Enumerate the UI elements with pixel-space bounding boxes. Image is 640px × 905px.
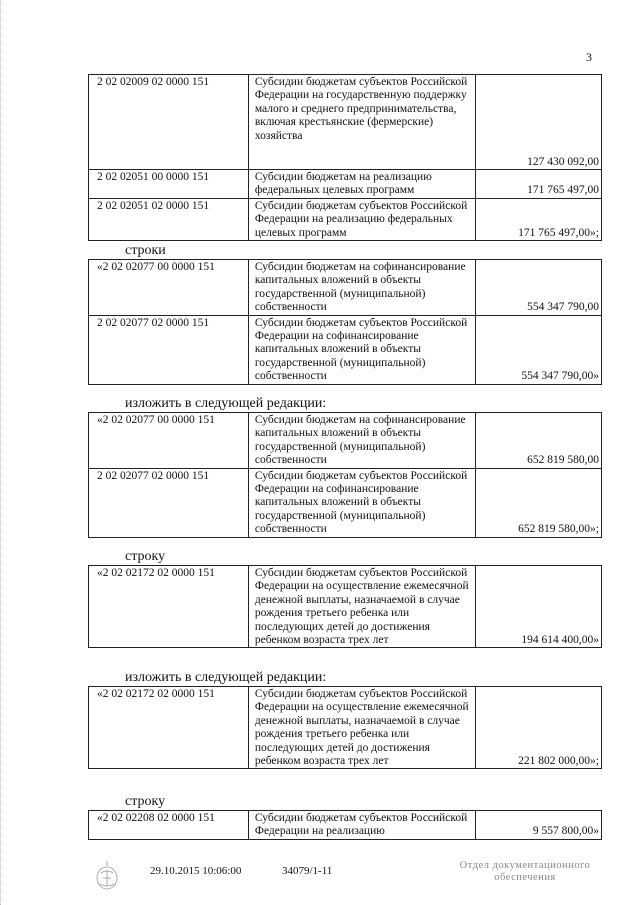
label-stroku-2: строку [125,794,166,809]
budget-amount: 9 557 800,00» [475,811,602,840]
budget-name: Субсидии бюджетам субъектов Российской Федерации на софинансирование капитальных вложений в объекты государственной (муниципальной) собственности [248,315,475,384]
budget-name: Субсидии бюджетам субъектов Российской Федерации на реализацию [248,811,475,840]
table-row [89,468,602,537]
budget-name: Субсидии бюджетам субъектов Российской Федерации на реализацию федеральных целевых программ [248,198,475,240]
budget-code: «2 02 02172 02 0000 151 [89,687,249,769]
budget-amount: 171 765 497,00»; [475,198,602,240]
budget-amount: 221 802 000,00»; [475,687,602,769]
label-izlozhit-1: изложить в следующей редакции: [125,396,327,411]
budget-code: «2 02 02077 00 0000 151 [89,260,249,316]
page-number: 3 [586,50,592,64]
budget-name: Субсидии бюджетам субъектов Российской Федерации на осуществление ежемесячной денежной выплаты, назначаемой в случае рождения третьего ребенка или последующих детей до достижения ребенком возраста трех лет [248,687,475,769]
table-row [89,566,602,648]
footer-dept-line1: Отдел документационного [459,860,591,871]
label-izlozhit-2: изложить в следующей редакции: [125,670,327,685]
table-row [89,315,602,384]
budget-code: 2 02 02051 00 0000 151 [89,170,249,199]
footer-datetime: 29.10.2015 10:06:00 [150,865,242,877]
footer-doc-id: 34079/1-11 [282,865,333,877]
emblem-icon [94,858,120,892]
budget-amount: 652 819 580,00»; [475,468,602,537]
budget-code: «2 02 02208 02 0000 151 [89,811,249,840]
label-stroki: строки [125,243,166,258]
budget-amount: 171 765 497,00 [475,170,602,199]
budget-code: 2 02 02009 02 0000 151 [89,75,249,170]
budget-amount: 554 347 790,00 [475,260,602,316]
footer-dept-line2: обеспечения [494,872,556,883]
budget-name: Субсидии бюджетам на софинансирование капитальных вложений в объекты государственной (муниципальной) собственности [248,260,475,316]
table-row [89,413,602,469]
table-row [89,170,602,199]
budget-amount: 194 614 400,00» [475,566,602,648]
budget-code: 2 02 02077 02 0000 151 [89,468,249,537]
budget-code: «2 02 02077 00 0000 151 [89,413,249,469]
subsidy-table-6 [88,810,602,840]
table-row [89,811,602,840]
budget-name: Субсидии бюджетам на софинансирование капитальных вложений в объекты государственной (муниципальной) собственности [248,413,475,469]
table-row [89,75,602,170]
budget-name: Субсидии бюджетам субъектов Российской Федерации на осуществление ежемесячной денежной выплаты, назначаемой в случае рождения третьего ребенка или последующих детей до достижения ребенком возраста трех лет [248,566,475,648]
footer-department [450,860,600,884]
budget-code: «2 02 02172 02 0000 151 [89,566,249,648]
budget-name: Субсидии бюджетам субъектов Российской Федерации на софинансирование капитальных вложений в объекты государственной (муниципальной) собственности [248,468,475,537]
subsidy-table-5 [88,686,602,769]
budget-code: 2 02 02051 02 0000 151 [89,198,249,240]
budget-amount: 554 347 790,00» [475,315,602,384]
budget-amount: 652 819 580,00 [475,413,602,469]
scan-edge [0,0,4,905]
budget-name: Субсидии бюджетам субъектов Российской Федерации на государственную поддержку малого и среднего предпринимательства, включая крестьянские (фермерские) хозяйства [248,75,475,170]
subsidy-table-2 [88,259,602,385]
subsidy-table-4 [88,565,602,648]
label-stroku-1: строку [125,549,166,564]
budget-code: 2 02 02077 02 0000 151 [89,315,249,384]
subsidy-table-1 [88,74,602,241]
budget-amount: 127 430 092,00 [475,75,602,170]
table-row [89,687,602,769]
budget-name: Субсидии бюджетам на реализацию федеральных целевых программ [248,170,475,199]
subsidy-table-3 [88,412,602,538]
table-row [89,260,602,316]
table-row [89,198,602,240]
